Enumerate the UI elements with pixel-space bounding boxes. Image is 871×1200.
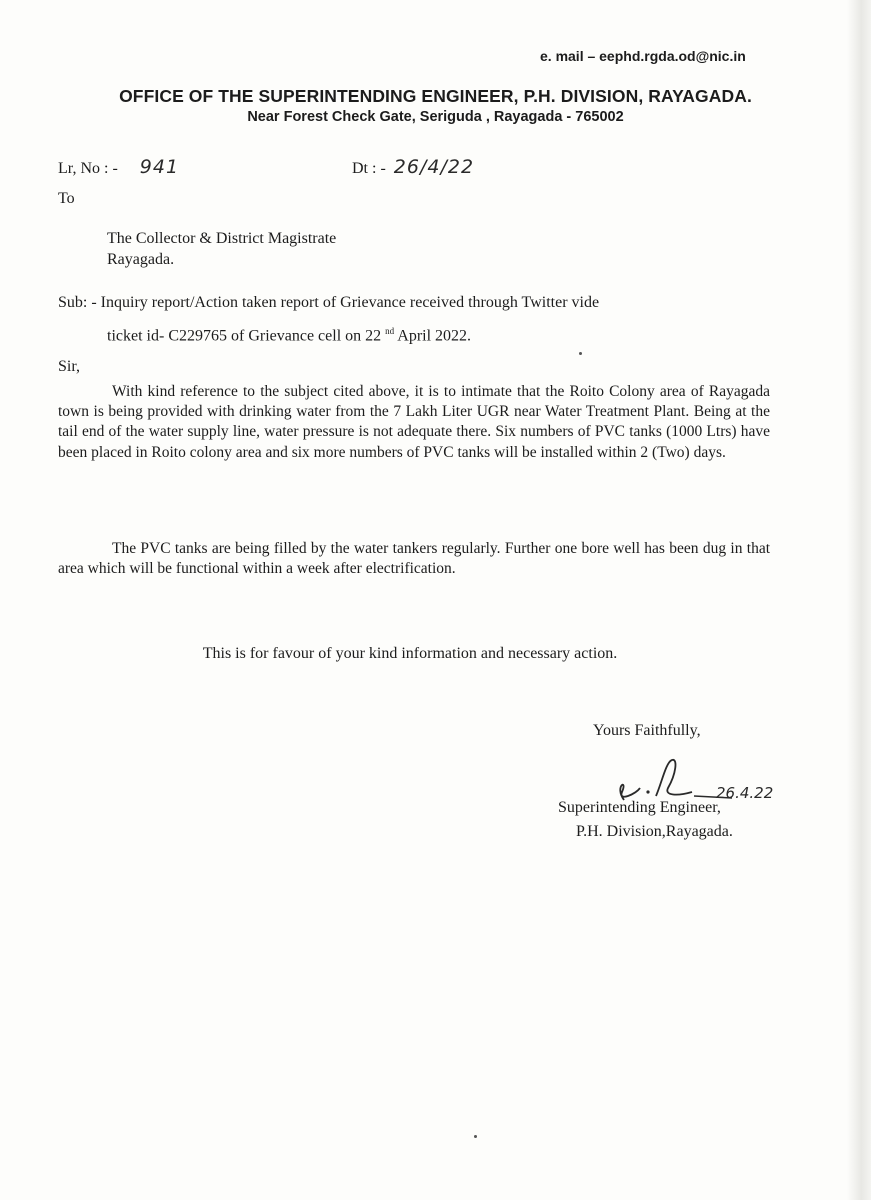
signatory-division: P.H. Division,Rayagada. [576,823,733,840]
letter-number-label: Lr, No : - [58,160,118,177]
yours-faithfully: Yours Faithfully, [593,722,701,739]
subject-block [58,288,778,350]
letter-date-label: Dt : - [352,160,386,177]
to-label: To [58,190,75,207]
signatory-designation: Superintending Engineer, [558,799,721,816]
closing-line: This is for favour of your kind information and necessary action. [202,645,618,662]
salutation: Sir, [58,358,81,375]
body-paragraph-2: The PVC tanks are being filled by the water tankers regularly. Further one bore well has been dug in that area which will be functional within a week after electrification. [58,540,770,578]
recipient-line-2: Rayagada. [107,251,175,268]
subject-prefix: Sub: - [58,294,97,311]
body-paragraph-1: With kind reference to the subject cited above, it is to intimate that the Roito Colony area of Rayagada town is being provided with drinking water from the 7 Lakh Liter UGR near Water Treatment Plant. Being at the tail end of the water supply line, water pressure is not adequate there. Six numbers of PVC tanks (1000 Ltrs) have been placed in Roito colony area and six more numbers of PVC tanks will be installed within 2 (Two) days. [58,383,770,461]
office-address: Near Forest Check Gate, Seriguda , Rayagada - 765002 [247,109,624,125]
header-email: e. mail – eephd.rgda.od@nic.in [540,48,746,64]
scan-speck [474,1135,477,1138]
letter-number-value: 941 [139,156,180,178]
scan-speck [579,352,582,355]
page-edge-shadow [847,0,871,1200]
recipient-block [107,228,336,270]
recipient-line-1: The Collector & District Magistrate [107,230,337,247]
subject-text-1: Inquiry report/Action taken report of Grievance received through Twitter vide [100,294,600,311]
subject-text-2b: April 2022. [397,327,472,345]
subject-line-2 [107,317,778,350]
subject-text-2a: ticket id- C229765 of Grievance cell on 22 [107,327,382,345]
letter-number [58,156,179,178]
office-title: OFFICE OF THE SUPERINTENDING ENGINEER, P.H. DIVISION, RAYAGADA. [119,86,752,106]
signature-date: 26.4.22 [716,784,774,802]
letter-date [352,156,474,178]
letter-date-value: 26/4/22 [393,156,475,178]
subject-ordinal: nd [385,326,395,336]
subject-line-1 [58,288,778,317]
